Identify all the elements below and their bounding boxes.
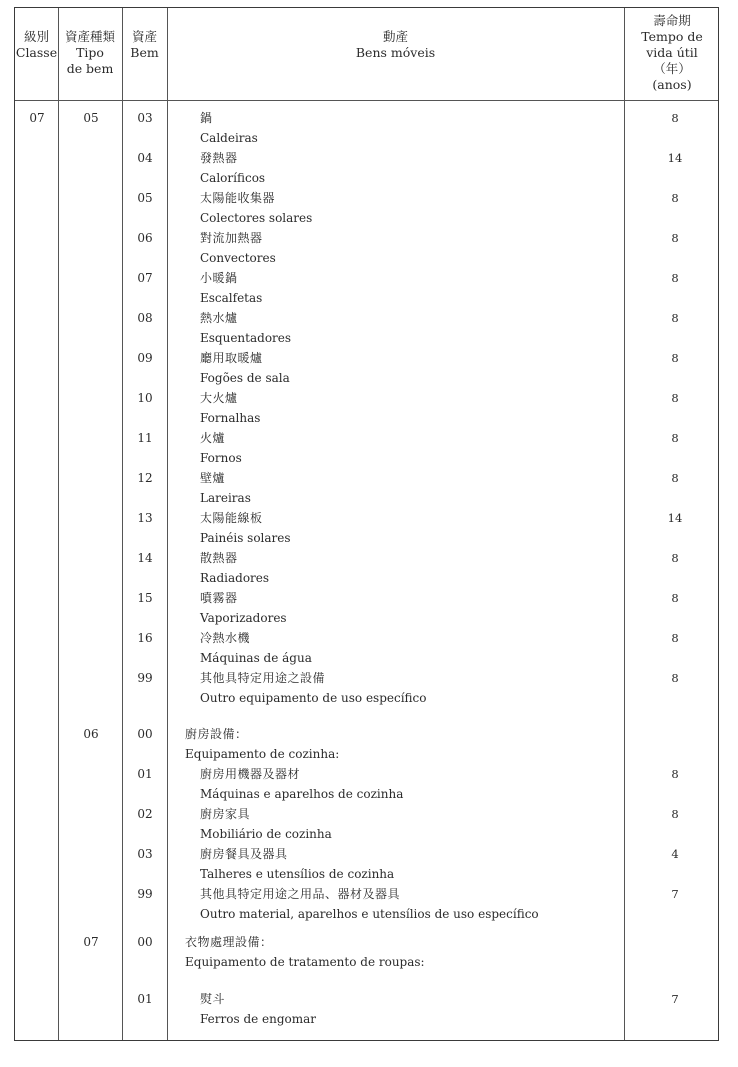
bem-code: 16 xyxy=(137,631,153,645)
lifespan-years: 8 xyxy=(671,591,679,605)
bem-code: 04 xyxy=(137,151,153,165)
lifespan-years: 4 xyxy=(671,847,679,861)
lifespan-years: 14 xyxy=(667,511,683,525)
lifespan-years: 8 xyxy=(671,631,679,645)
header-description xyxy=(167,29,624,61)
column-divider xyxy=(58,8,59,1040)
lifespan-years: 8 xyxy=(671,671,679,685)
asset-name-pt: Vaporizadores xyxy=(200,611,287,625)
header-classe xyxy=(15,29,58,61)
header-lifespan-pt: vida útil xyxy=(646,45,698,60)
header-lifespan-zh: （年） xyxy=(653,61,691,76)
column-divider xyxy=(122,8,123,1040)
column-divider xyxy=(167,8,168,1040)
lifespan-years: 8 xyxy=(671,431,679,445)
bem-code: 14 xyxy=(137,551,153,565)
bem-code: 10 xyxy=(137,391,153,405)
header-tipo-pt: Tipo xyxy=(76,45,104,60)
asset-name-zh: 衣物處理設備： xyxy=(185,935,273,949)
asset-name-pt: Outro equipamento de uso específico xyxy=(200,691,427,705)
asset-name-zh: 熱水爐 xyxy=(200,311,238,325)
asset-name-zh: 散熱器 xyxy=(200,551,238,565)
asset-name-zh: 廚房用機器及器材 xyxy=(200,767,301,781)
tipo-code: 06 xyxy=(83,727,99,741)
bem-code: 01 xyxy=(137,767,153,781)
lifespan-years: 8 xyxy=(671,111,679,125)
bem-code: 00 xyxy=(137,935,153,949)
bem-code: 03 xyxy=(137,111,153,125)
asset-name-pt: Mobiliário de cozinha xyxy=(200,827,332,841)
lifespan-years: 7 xyxy=(671,992,679,1006)
asset-name-pt: Fogões de sala xyxy=(200,371,290,385)
lifespan-years: 8 xyxy=(671,231,679,245)
bem-code: 09 xyxy=(137,351,153,365)
asset-name-zh: 太陽能收集器 xyxy=(200,191,276,205)
asset-name-zh: 火爐 xyxy=(200,431,226,445)
asset-name-pt: Radiadores xyxy=(200,571,270,585)
asset-name-pt: Caldeiras xyxy=(200,131,258,145)
asset-name-zh: 噴霧器 xyxy=(200,591,238,605)
header-tipo-pt: de bem xyxy=(66,61,114,76)
asset-table xyxy=(14,7,719,1041)
lifespan-years: 8 xyxy=(671,767,679,781)
asset-name-zh: 廚房家具 xyxy=(200,807,251,821)
header-tipo-zh: 資產種類 xyxy=(64,29,115,44)
tipo-code: 07 xyxy=(83,935,99,949)
lifespan-years: 7 xyxy=(671,887,679,901)
asset-name-pt: Caloríficos xyxy=(200,171,266,185)
header-divider xyxy=(15,100,718,101)
asset-name-pt: Painéis solares xyxy=(200,531,291,545)
asset-name-pt: Lareiras xyxy=(200,491,251,505)
asset-name-pt: Ferros de engomar xyxy=(200,1012,317,1026)
asset-name-zh: 廳用取暖爐 xyxy=(200,351,263,365)
bem-code: 03 xyxy=(137,847,153,861)
lifespan-years: 8 xyxy=(671,391,679,405)
header-lifespan-pt: (anos) xyxy=(652,77,692,92)
bem-code: 02 xyxy=(137,807,153,821)
lifespan-years: 14 xyxy=(667,151,683,165)
asset-name-pt: Máquinas e aparelhos de cozinha xyxy=(200,787,404,801)
asset-name-zh: 熨斗 xyxy=(200,992,226,1006)
asset-name-zh: 大火爐 xyxy=(200,391,238,405)
header-bem xyxy=(122,29,167,61)
asset-name-zh: 鍋 xyxy=(200,111,213,125)
classe-code: 07 xyxy=(29,111,45,125)
bem-code: 01 xyxy=(137,992,153,1006)
asset-name-zh: 太陽能線板 xyxy=(200,511,263,525)
bem-code: 07 xyxy=(137,271,153,285)
bem-code: 06 xyxy=(137,231,153,245)
lifespan-years: 8 xyxy=(671,807,679,821)
asset-name-pt: Equipamento de cozinha: xyxy=(185,747,340,761)
asset-name-zh: 發熱器 xyxy=(200,151,238,165)
asset-name-pt: Equipamento de tratamento de roupas: xyxy=(185,955,425,969)
bem-code: 05 xyxy=(137,191,153,205)
asset-name-zh: 小暖鍋 xyxy=(200,271,238,285)
asset-name-zh: 壁爐 xyxy=(200,471,226,485)
header-lifespan-pt: Tempo de xyxy=(641,29,703,44)
asset-name-zh: 其他具特定用途之設備 xyxy=(200,671,326,685)
lifespan-years: 8 xyxy=(671,351,679,365)
asset-name-zh: 冷熱水機 xyxy=(200,631,251,645)
header-lifespan xyxy=(624,13,720,93)
bem-code: 15 xyxy=(137,591,153,605)
lifespan-years: 8 xyxy=(671,551,679,565)
asset-name-pt: Outro material, aparelhos e utensílios de uso específico xyxy=(200,907,539,921)
asset-name-pt: Convectores xyxy=(200,251,276,265)
asset-name-pt: Colectores solares xyxy=(200,211,313,225)
header-classe-zh: 級別 xyxy=(23,29,49,44)
header-bem-zh: 資產 xyxy=(131,29,157,44)
asset-name-pt: Fornalhas xyxy=(200,411,261,425)
bem-code: 00 xyxy=(137,727,153,741)
lifespan-years: 8 xyxy=(671,191,679,205)
asset-name-pt: Talheres e utensílios de cozinha xyxy=(200,867,395,881)
lifespan-years: 8 xyxy=(671,311,679,325)
header-description-pt: Bens móveis xyxy=(355,45,436,60)
asset-name-zh: 對流加熱器 xyxy=(200,231,263,245)
bem-code: 99 xyxy=(137,887,153,901)
asset-name-zh: 廚房餐具及器具 xyxy=(200,847,288,861)
header-lifespan-zh: 壽命期 xyxy=(653,13,691,28)
header-description-zh: 動產 xyxy=(382,29,408,44)
asset-name-pt: Escalfetas xyxy=(200,291,263,305)
bem-code: 13 xyxy=(137,511,153,525)
asset-name-zh: 廚房設備： xyxy=(185,727,248,741)
tipo-code: 05 xyxy=(83,111,99,125)
header-bem-pt: Bem xyxy=(130,45,159,60)
asset-name-zh: 其他具特定用途之用品、器材及器具 xyxy=(200,887,401,901)
asset-name-pt: Esquentadores xyxy=(200,331,292,345)
asset-name-pt: Máquinas de água xyxy=(200,651,312,665)
header-tipo xyxy=(58,29,122,77)
bem-code: 12 xyxy=(137,471,153,485)
header-classe-pt: Classe xyxy=(15,45,58,60)
bem-code: 11 xyxy=(137,431,153,445)
lifespan-years: 8 xyxy=(671,471,679,485)
asset-name-pt: Fornos xyxy=(200,451,242,465)
bem-code: 08 xyxy=(137,311,153,325)
lifespan-years: 8 xyxy=(671,271,679,285)
bem-code: 99 xyxy=(137,671,153,685)
